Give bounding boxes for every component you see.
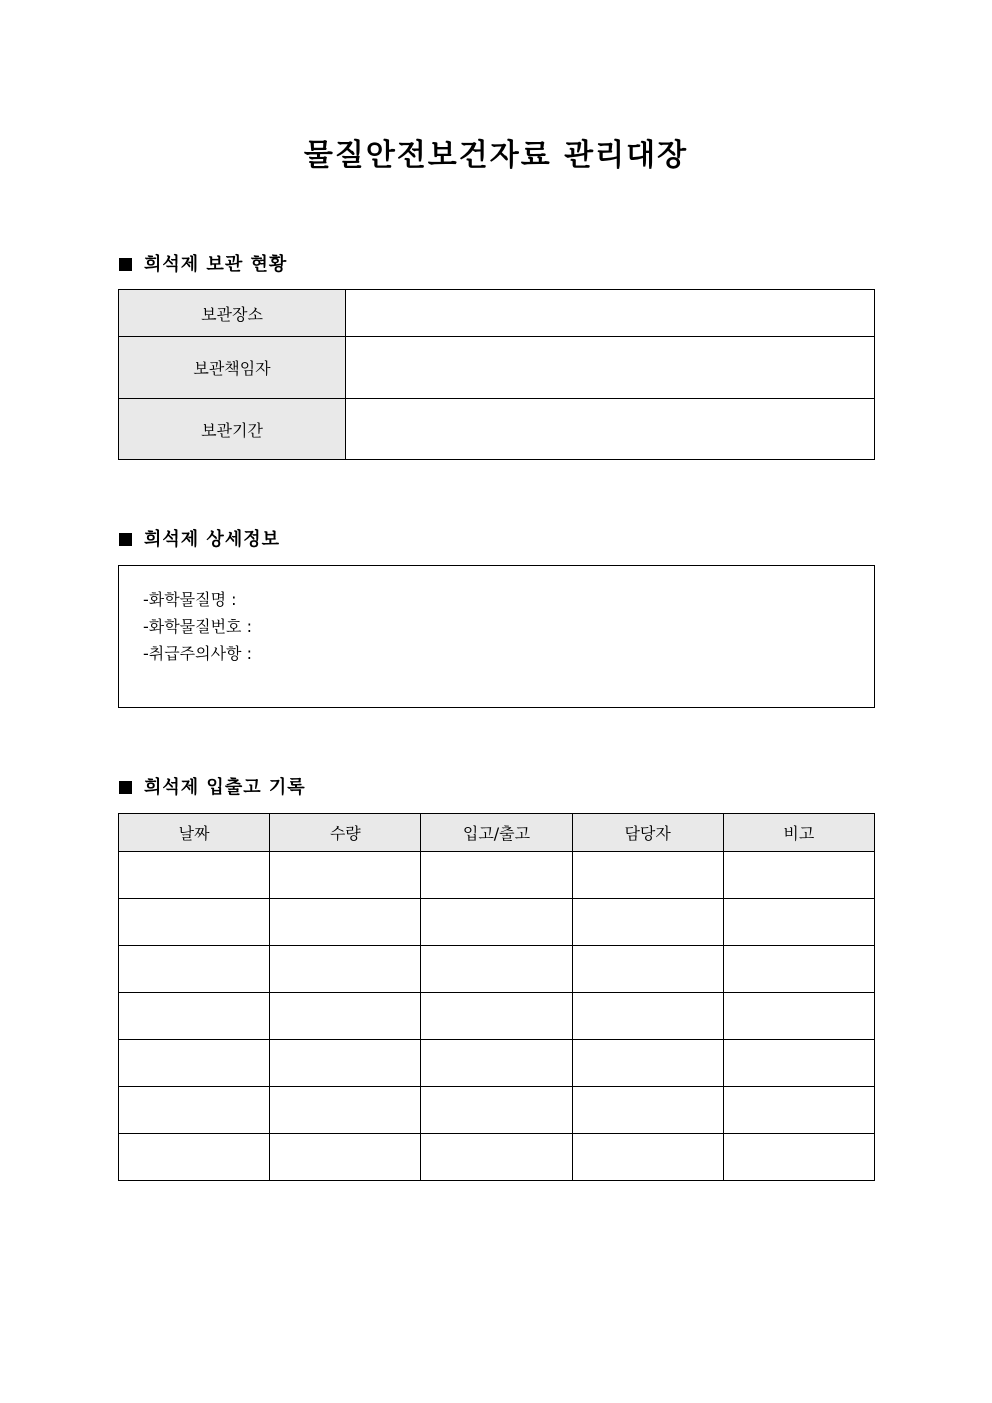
table-cell[interactable] [270, 1134, 421, 1181]
table-cell[interactable] [572, 993, 723, 1040]
table-cell[interactable] [270, 993, 421, 1040]
storage-row-period [119, 399, 875, 460]
table-cell[interactable] [119, 899, 270, 946]
table-cell[interactable] [119, 852, 270, 899]
table-cell[interactable] [421, 852, 572, 899]
table-cell[interactable] [723, 899, 874, 946]
record-section-heading [119, 776, 306, 800]
table-cell[interactable] [270, 1040, 421, 1087]
table-cell[interactable] [572, 899, 723, 946]
table-cell[interactable] [421, 1040, 572, 1087]
column-header-note: 비고 [723, 814, 874, 852]
table-cell[interactable] [421, 1134, 572, 1181]
table-cell[interactable] [119, 1087, 270, 1134]
table-cell[interactable] [119, 993, 270, 1040]
table-cell[interactable] [421, 899, 572, 946]
table-cell[interactable] [572, 1087, 723, 1134]
table-cell[interactable] [723, 993, 874, 1040]
table-cell[interactable] [270, 899, 421, 946]
table-cell[interactable] [572, 946, 723, 993]
detail-section-heading-text: 희석제 상세정보 [144, 529, 280, 550]
table-cell[interactable] [723, 1087, 874, 1134]
square-bullet-icon [119, 781, 132, 794]
storage-value-location[interactable] [346, 290, 875, 337]
storage-label-location: 보관장소 [119, 290, 346, 337]
table-cell[interactable] [119, 1134, 270, 1181]
square-bullet-icon [119, 258, 132, 271]
table-cell[interactable] [421, 1087, 572, 1134]
storage-value-manager[interactable] [346, 337, 875, 399]
table-row [119, 946, 875, 993]
detail-lines [143, 586, 252, 667]
table-cell[interactable] [723, 1134, 874, 1181]
square-bullet-icon [119, 533, 132, 546]
storage-section-heading-text: 희석제 보관 현황 [144, 254, 288, 275]
detail-box [118, 565, 875, 708]
column-header-in-out: 입고/출고 [421, 814, 572, 852]
table-row [119, 993, 875, 1040]
page-title: 물질안전보건자료 관리대장 [303, 138, 689, 173]
record-table [118, 813, 875, 1181]
table-cell[interactable] [572, 852, 723, 899]
storage-section-heading [119, 253, 287, 277]
table-cell[interactable] [119, 1040, 270, 1087]
table-row [119, 1134, 875, 1181]
table-cell[interactable] [119, 946, 270, 993]
table-cell[interactable] [723, 1040, 874, 1087]
detail-line-chemical-name: -화학물질명 : [143, 590, 237, 609]
table-cell[interactable] [723, 852, 874, 899]
storage-table [118, 289, 875, 460]
table-cell[interactable] [270, 946, 421, 993]
record-header-row [119, 814, 875, 852]
storage-row-manager [119, 337, 875, 399]
table-cell[interactable] [723, 946, 874, 993]
table-cell[interactable] [421, 993, 572, 1040]
table-row [119, 852, 875, 899]
table-cell[interactable] [572, 1040, 723, 1087]
table-row [119, 1040, 875, 1087]
table-row [119, 1087, 875, 1134]
detail-line-chemical-number: -화학물질번호 : [143, 617, 252, 636]
column-header-date: 날짜 [119, 814, 270, 852]
column-header-quantity: 수량 [270, 814, 421, 852]
table-cell[interactable] [572, 1134, 723, 1181]
table-cell[interactable] [270, 852, 421, 899]
storage-value-period[interactable] [346, 399, 875, 460]
column-header-person: 담당자 [572, 814, 723, 852]
table-cell[interactable] [270, 1087, 421, 1134]
detail-section-heading [119, 528, 280, 552]
table-row [119, 899, 875, 946]
detail-line-handling-caution: -취급주의사항 : [143, 644, 252, 663]
storage-row-location [119, 290, 875, 337]
storage-label-period: 보관기간 [119, 399, 346, 460]
record-section-heading-text: 희석제 입출고 기록 [144, 777, 306, 798]
storage-label-manager: 보관책임자 [119, 337, 346, 399]
table-cell[interactable] [421, 946, 572, 993]
